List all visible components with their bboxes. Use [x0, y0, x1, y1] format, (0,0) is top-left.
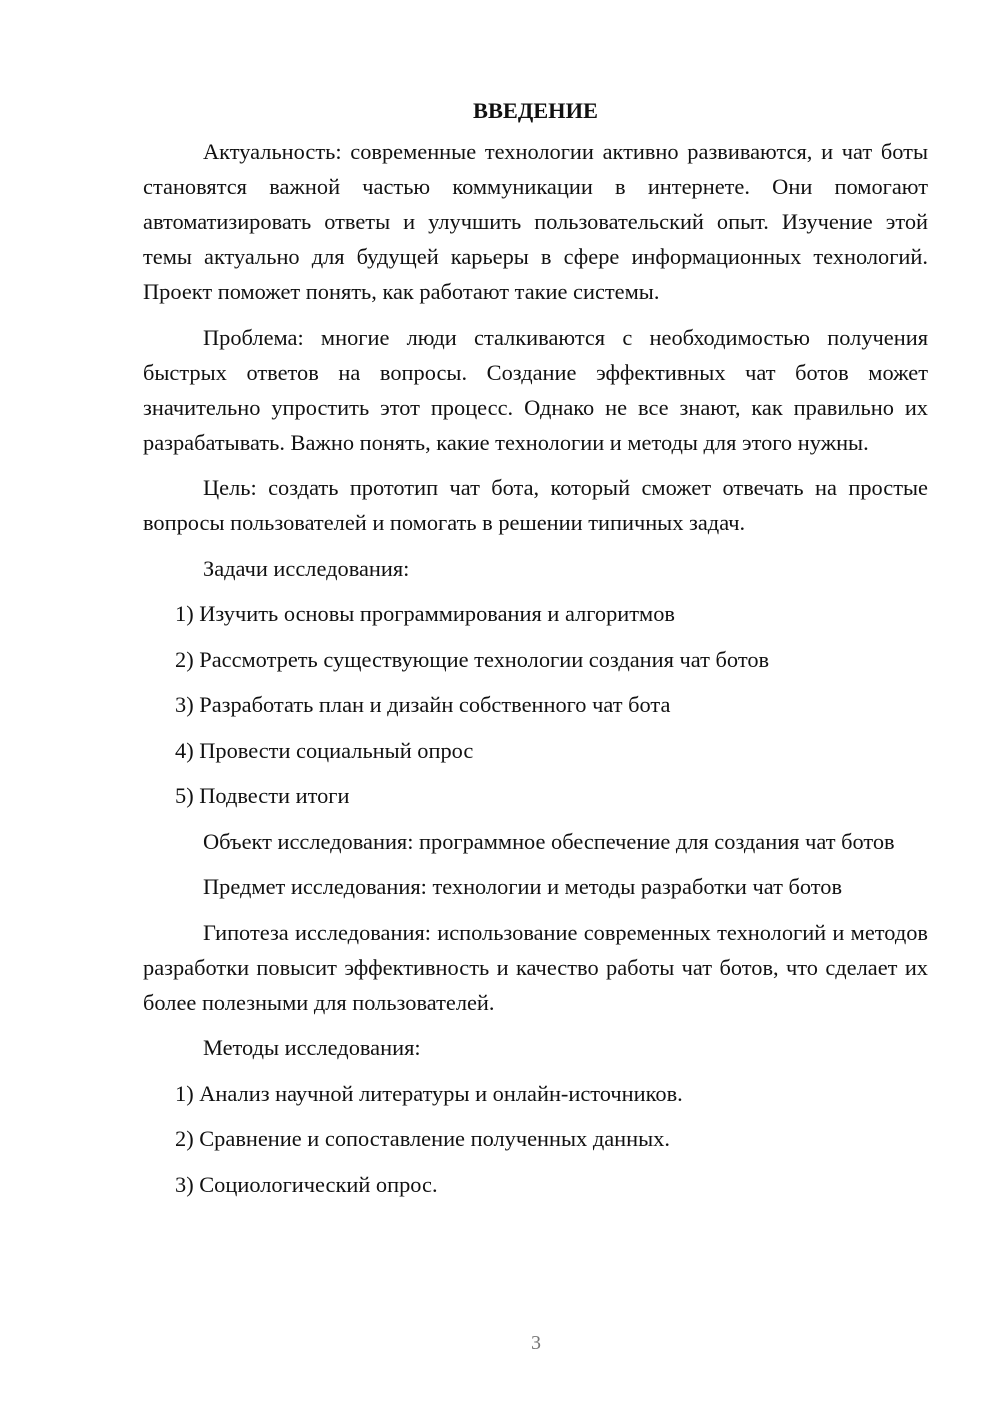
paragraph-goal: Цель: создать прототип чат бота, который сможет отвечать на простые вопросы пользователей и помогать в решении типичных задач.	[143, 475, 928, 535]
task-item-2: 2) Рассмотреть существующие технологии создания чат ботов	[175, 646, 770, 672]
tasks-label: Задачи исследования:	[203, 555, 410, 581]
paragraph-subject: Предмет исследования: технологии и методы разработки чат ботов	[203, 874, 843, 899]
paragraph-object: Объект исследования: программное обеспечение для создания чат ботов	[203, 828, 895, 854]
method-item-3: 3) Социологический опрос.	[175, 1171, 438, 1197]
document-page	[143, 93, 928, 1212]
section-heading: ВВЕДЕНИЕ	[473, 98, 598, 123]
task-item-4: 4) Провести социальный опрос	[175, 737, 474, 763]
task-item-3: 3) Разработать план и дизайн собственного чат бота	[175, 692, 671, 717]
paragraph-problem: Проблема: многие люди сталкиваются с необходимостью получения быстрых ответов на вопросы. Создание эффективных чат ботов может значительно упростить этот процесс. Однако не все знают, как правильно их разрабатывать. Важно понять, какие технологии и методы для этого нужны.	[143, 324, 928, 455]
paragraph-hypothesis: Гипотеза исследования: использование современных технологий и методов разработки повысит эффективность и качество работы чат ботов, что сделает их более полезными для пользователей.	[143, 919, 928, 1015]
methods-label: Методы исследования:	[203, 1035, 421, 1060]
method-item-1: 1) Анализ научной литературы и онлайн-источников.	[175, 1080, 683, 1106]
method-item-2: 2) Сравнение и сопоставление полученных данных.	[175, 1126, 670, 1151]
task-item-5: 5) Подвести итоги	[175, 783, 350, 808]
page-number: 3	[531, 1332, 541, 1354]
task-item-1: 1) Изучить основы программирования и алгоритмов	[175, 601, 675, 626]
paragraph-relevance: Актуальность: современные технологии активно развиваются, и чат боты становятся важной частью коммуникации в интернете. Они помогают автоматизировать ответы и улучшить пользовательский опыт. Изучение этой темы актуально для будущей карьеры в сфере информационных технологий. Проект поможет понять, как работают такие системы.	[143, 139, 928, 304]
